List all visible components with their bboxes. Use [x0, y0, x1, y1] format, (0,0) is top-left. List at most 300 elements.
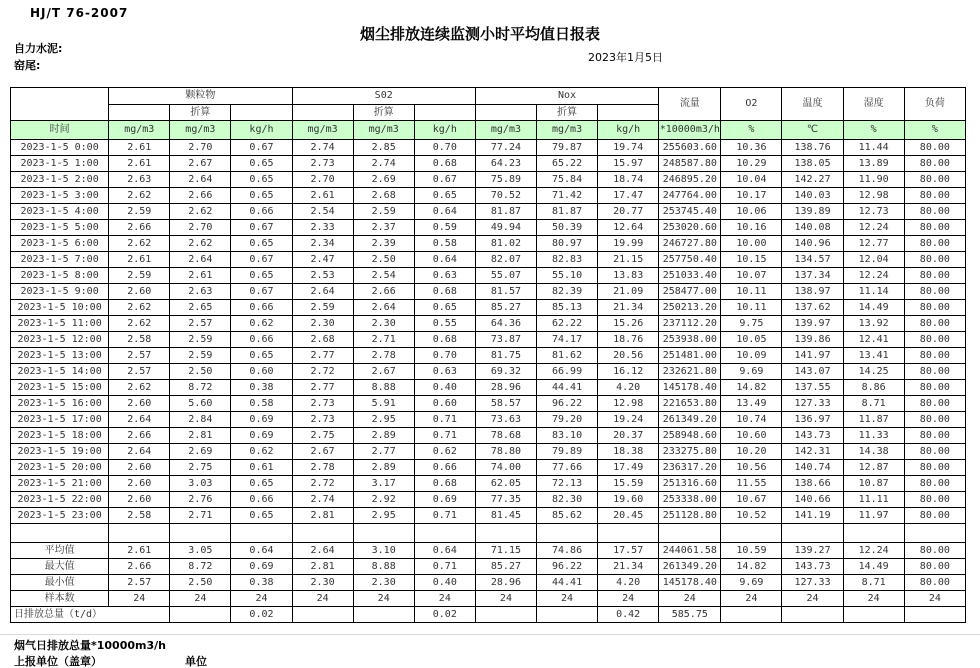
value-cell: 142.31: [782, 444, 843, 460]
value-cell: 140.96: [782, 236, 843, 252]
value-cell: 232621.80: [659, 364, 721, 380]
value-cell: 5.60: [170, 396, 231, 412]
value-cell: 2.62: [109, 188, 170, 204]
value-cell: 80.00: [904, 380, 965, 396]
value-cell: 79.89: [537, 444, 598, 460]
value-cell: 77.24: [475, 140, 536, 156]
value-cell: 10.11: [721, 300, 782, 316]
value-cell: 24: [231, 591, 292, 607]
time-cell: 2023-1-5 8:00: [11, 268, 109, 284]
value-cell: 140.08: [782, 220, 843, 236]
value-cell: 2.59: [292, 300, 353, 316]
value-cell: 12.64: [598, 220, 659, 236]
value-cell: 10.59: [721, 543, 782, 559]
time-column-header: 时间: [11, 121, 109, 140]
value-cell: 80.00: [904, 508, 965, 524]
value-cell: 0.65: [414, 300, 475, 316]
value-cell: 258477.00: [659, 284, 721, 300]
value-cell: 28.96: [475, 380, 536, 396]
value-cell: 80.00: [904, 268, 965, 284]
time-header-spacer: [11, 88, 109, 121]
unit-header: %: [721, 121, 782, 140]
value-cell: 2.62: [109, 236, 170, 252]
footer-gas-total: 烟气日排放总量*10000m3/h: [14, 639, 166, 652]
header-row-units: [11, 121, 966, 140]
value-cell: 24: [782, 591, 843, 607]
value-cell: 134.57: [782, 252, 843, 268]
blank-cell: [231, 524, 292, 543]
value-cell: 145178.40: [659, 575, 721, 591]
value-cell: 2.92: [353, 492, 414, 508]
value-cell: 82.30: [537, 492, 598, 508]
value-cell: 18.76: [598, 332, 659, 348]
value-cell: 143.07: [782, 364, 843, 380]
unit-header: mg/m3: [292, 121, 353, 140]
value-cell: 69.32: [475, 364, 536, 380]
value-cell: 18.74: [598, 172, 659, 188]
value-cell: 62.22: [537, 316, 598, 332]
value-cell: 0.64: [231, 543, 292, 559]
value-cell: 8.72: [170, 559, 231, 575]
time-cell: 2023-1-5 17:00: [11, 412, 109, 428]
value-cell: 24: [292, 591, 353, 607]
value-cell: 10.20: [721, 444, 782, 460]
report-date: 2023年1月5日: [588, 51, 663, 64]
value-cell: 0.66: [231, 204, 292, 220]
value-cell: 49.94: [475, 220, 536, 236]
value-cell: 10.29: [721, 156, 782, 172]
value-cell: 0.58: [231, 396, 292, 412]
value-cell: 10.04: [721, 172, 782, 188]
group-header-nox: Nox: [475, 88, 658, 105]
value-cell: 12.24: [843, 268, 904, 284]
value-cell: 137.62: [782, 300, 843, 316]
value-cell: 8.88: [353, 380, 414, 396]
table-row: [11, 348, 966, 364]
value-cell: 2.61: [109, 140, 170, 156]
value-cell: 17.57: [598, 543, 659, 559]
value-cell: 143.73: [782, 559, 843, 575]
value-cell: 251481.00: [659, 348, 721, 364]
value-cell: 10.09: [721, 348, 782, 364]
value-cell: 0.63: [414, 268, 475, 284]
unit-header: *10000m3/h: [659, 121, 721, 140]
value-cell: 0.64: [414, 204, 475, 220]
blank-cell: [843, 524, 904, 543]
value-cell: 2.62: [170, 204, 231, 220]
value-cell: 96.22: [537, 559, 598, 575]
value-cell: 24: [475, 591, 536, 607]
value-cell: 140.03: [782, 188, 843, 204]
value-cell: 12.98: [843, 188, 904, 204]
value-cell: 4.20: [598, 575, 659, 591]
value-cell: 2.30: [292, 316, 353, 332]
value-cell: 71.42: [537, 188, 598, 204]
table-row: [11, 492, 966, 508]
value-cell: 80.00: [904, 252, 965, 268]
value-cell: 10.87: [843, 476, 904, 492]
header-row-groups: [11, 88, 966, 105]
value-cell: 85.13: [537, 300, 598, 316]
value-cell: 2.66: [353, 284, 414, 300]
value-cell: 20.45: [598, 508, 659, 524]
value-cell: 74.86: [537, 543, 598, 559]
value-cell: 20.77: [598, 204, 659, 220]
value-cell: 17.47: [598, 188, 659, 204]
value-cell: 9.75: [721, 316, 782, 332]
value-cell: 80.00: [904, 543, 965, 559]
value-cell: 0.65: [231, 188, 292, 204]
table-row: [11, 204, 966, 220]
value-cell: 0.60: [231, 364, 292, 380]
time-cell: 2023-1-5 1:00: [11, 156, 109, 172]
blank-cell: [475, 524, 536, 543]
value-cell: 0.65: [231, 236, 292, 252]
time-cell: 2023-1-5 18:00: [11, 428, 109, 444]
subheader-blank: [109, 105, 170, 121]
value-cell: 10.15: [721, 252, 782, 268]
value-cell: 142.27: [782, 172, 843, 188]
summary-label-cell: 最小值: [11, 575, 109, 591]
value-cell: 2.73: [292, 412, 353, 428]
blank-cell: [414, 524, 475, 543]
blank-row: [11, 524, 966, 543]
value-cell: 141.19: [782, 508, 843, 524]
value-cell: 0.62: [414, 444, 475, 460]
value-cell: 250213.20: [659, 300, 721, 316]
value-cell: 2.64: [109, 444, 170, 460]
value-cell: 2.64: [292, 284, 353, 300]
blank-cell: [904, 524, 965, 543]
value-cell: 19.74: [598, 140, 659, 156]
header-load: 负荷: [904, 88, 965, 121]
value-cell: 0.68: [414, 156, 475, 172]
value-cell: 18.38: [598, 444, 659, 460]
value-cell: 0.62: [231, 444, 292, 460]
value-cell: 14.25: [843, 364, 904, 380]
value-cell: 233275.80: [659, 444, 721, 460]
value-cell: 81.87: [475, 204, 536, 220]
value-cell: 12.98: [598, 396, 659, 412]
value-cell: 80.00: [904, 412, 965, 428]
footer-reporting-unit: 上报单位（盖章）: [14, 655, 102, 668]
value-cell: 4.20: [598, 380, 659, 396]
value-cell: 2.67: [292, 444, 353, 460]
value-cell: 58.57: [475, 396, 536, 412]
value-cell: 11.33: [843, 428, 904, 444]
value-cell: 0.69: [231, 428, 292, 444]
blank-cell: [109, 524, 170, 543]
value-cell: 2.81: [170, 428, 231, 444]
value-cell: 21.15: [598, 252, 659, 268]
value-cell: 80.00: [904, 300, 965, 316]
value-cell: 80.00: [904, 172, 965, 188]
footer-unit: 单位: [185, 655, 207, 668]
value-cell: [782, 607, 843, 623]
time-cell: 2023-1-5 16:00: [11, 396, 109, 412]
value-cell: 15.59: [598, 476, 659, 492]
table-row: [11, 156, 966, 172]
value-cell: 2.61: [109, 252, 170, 268]
value-cell: 0.62: [231, 316, 292, 332]
value-cell: 236317.20: [659, 460, 721, 476]
value-cell: 0.60: [414, 396, 475, 412]
time-cell: 2023-1-5 10:00: [11, 300, 109, 316]
value-cell: 20.37: [598, 428, 659, 444]
table-row: [11, 172, 966, 188]
unit-header: mg/m3: [109, 121, 170, 140]
unit-header: kg/h: [598, 121, 659, 140]
value-cell: 0.61: [231, 460, 292, 476]
value-cell: 139.97: [782, 316, 843, 332]
summary-row: [11, 575, 966, 591]
value-cell: 261349.20: [659, 412, 721, 428]
value-cell: 2.57: [109, 575, 170, 591]
value-cell: 141.97: [782, 348, 843, 364]
value-cell: 10.56: [721, 460, 782, 476]
value-cell: 14.82: [721, 380, 782, 396]
value-cell: 78.68: [475, 428, 536, 444]
value-cell: 0.55: [414, 316, 475, 332]
value-cell: 85.62: [537, 508, 598, 524]
value-cell: 2.30: [292, 575, 353, 591]
value-cell: 10.67: [721, 492, 782, 508]
value-cell: 8.72: [170, 380, 231, 396]
value-cell: 5.91: [353, 396, 414, 412]
value-cell: 81.62: [537, 348, 598, 364]
value-cell: 2.71: [170, 508, 231, 524]
value-cell: 3.17: [353, 476, 414, 492]
time-cell: 2023-1-5 6:00: [11, 236, 109, 252]
value-cell: 2.64: [170, 252, 231, 268]
value-cell: 2.37: [353, 220, 414, 236]
value-cell: 0.63: [414, 364, 475, 380]
value-cell: 2.74: [292, 140, 353, 156]
value-cell: 13.41: [843, 348, 904, 364]
value-cell: 14.38: [843, 444, 904, 460]
value-cell: 137.55: [782, 380, 843, 396]
value-cell: 3.03: [170, 476, 231, 492]
value-cell: 2.62: [109, 380, 170, 396]
value-cell: 0.68: [414, 284, 475, 300]
value-cell: 80.00: [904, 188, 965, 204]
value-cell: 10.60: [721, 428, 782, 444]
value-cell: 2.66: [109, 220, 170, 236]
time-cell: 2023-1-5 7:00: [11, 252, 109, 268]
value-cell: 0.66: [231, 300, 292, 316]
blank-cell: [659, 524, 721, 543]
value-cell: 2.62: [170, 236, 231, 252]
value-cell: [475, 607, 536, 623]
value-cell: 140.66: [782, 492, 843, 508]
value-cell: 74.00: [475, 460, 536, 476]
value-cell: 253745.40: [659, 204, 721, 220]
value-cell: 253338.00: [659, 492, 721, 508]
unit-header: kg/h: [414, 121, 475, 140]
value-cell: 0.65: [231, 156, 292, 172]
value-cell: 0.71: [414, 412, 475, 428]
value-cell: 80.00: [904, 156, 965, 172]
value-cell: 13.92: [843, 316, 904, 332]
value-cell: 2.59: [109, 268, 170, 284]
time-cell: 2023-1-5 12:00: [11, 332, 109, 348]
value-cell: 44.41: [537, 380, 598, 396]
value-cell: 19.99: [598, 236, 659, 252]
value-cell: 75.89: [475, 172, 536, 188]
value-cell: 81.75: [475, 348, 536, 364]
value-cell: 80.00: [904, 348, 965, 364]
value-cell: 0.71: [414, 428, 475, 444]
value-cell: 12.41: [843, 332, 904, 348]
value-cell: 85.27: [475, 300, 536, 316]
value-cell: 13.83: [598, 268, 659, 284]
value-cell: 2.77: [292, 380, 353, 396]
value-cell: 0.58: [414, 236, 475, 252]
value-cell: 10.11: [721, 284, 782, 300]
value-cell: 11.90: [843, 172, 904, 188]
value-cell: 10.74: [721, 412, 782, 428]
value-cell: 24: [843, 591, 904, 607]
header-humidity: 湿度: [843, 88, 904, 121]
value-cell: 2.59: [109, 204, 170, 220]
value-cell: 65.22: [537, 156, 598, 172]
unit-header: %: [843, 121, 904, 140]
table-row: [11, 460, 966, 476]
value-cell: 0.64: [414, 543, 475, 559]
value-cell: 14.49: [843, 300, 904, 316]
value-cell: 138.97: [782, 284, 843, 300]
summary-label-cell: 样本数: [11, 591, 109, 607]
value-cell: 77.35: [475, 492, 536, 508]
value-cell: 19.60: [598, 492, 659, 508]
value-cell: 2.77: [292, 348, 353, 364]
value-cell: 9.69: [721, 575, 782, 591]
table-row: [11, 332, 966, 348]
subheader-converted-so2: 折算: [353, 105, 414, 121]
value-cell: 2.75: [170, 460, 231, 476]
value-cell: 12.73: [843, 204, 904, 220]
table-row: [11, 444, 966, 460]
value-cell: 11.55: [721, 476, 782, 492]
value-cell: 79.87: [537, 140, 598, 156]
time-cell: 2023-1-5 14:00: [11, 364, 109, 380]
daily-total-label-cell: 日排放总量（t/d）: [11, 607, 170, 623]
value-cell: 261349.20: [659, 559, 721, 575]
value-cell: 3.10: [353, 543, 414, 559]
value-cell: 2.58: [109, 508, 170, 524]
value-cell: 2.59: [353, 204, 414, 220]
value-cell: 2.47: [292, 252, 353, 268]
value-cell: 0.69: [414, 492, 475, 508]
value-cell: 14.49: [843, 559, 904, 575]
value-cell: 10.05: [721, 332, 782, 348]
value-cell: 70.52: [475, 188, 536, 204]
value-cell: 251128.80: [659, 508, 721, 524]
value-cell: 2.57: [109, 348, 170, 364]
value-cell: 0.67: [231, 252, 292, 268]
value-cell: 21.09: [598, 284, 659, 300]
value-cell: 139.89: [782, 204, 843, 220]
blank-cell: [721, 524, 782, 543]
report-table: [10, 87, 966, 623]
value-cell: 8.71: [843, 575, 904, 591]
value-cell: 255603.60: [659, 140, 721, 156]
value-cell: 0.71: [414, 508, 475, 524]
value-cell: 0.38: [231, 380, 292, 396]
subheader-blank: [414, 105, 475, 121]
value-cell: 0.38: [231, 575, 292, 591]
value-cell: 2.33: [292, 220, 353, 236]
value-cell: 2.62: [109, 316, 170, 332]
value-cell: 55.10: [537, 268, 598, 284]
value-cell: 10.17: [721, 188, 782, 204]
unit-header: mg/m3: [170, 121, 231, 140]
value-cell: 0.65: [414, 188, 475, 204]
value-cell: 0.65: [231, 268, 292, 284]
value-cell: [843, 607, 904, 623]
value-cell: 0.71: [414, 559, 475, 575]
value-cell: 55.07: [475, 268, 536, 284]
value-cell: 12.04: [843, 252, 904, 268]
subheader-blank: [475, 105, 536, 121]
value-cell: 2.60: [109, 476, 170, 492]
value-cell: 2.59: [170, 332, 231, 348]
subheader-converted-pm: 折算: [170, 105, 231, 121]
value-cell: 81.02: [475, 236, 536, 252]
summary-row: [11, 543, 966, 559]
value-cell: 246727.80: [659, 236, 721, 252]
value-cell: 80.00: [904, 364, 965, 380]
value-cell: 137.34: [782, 268, 843, 284]
blank-cell: [292, 524, 353, 543]
value-cell: 143.73: [782, 428, 843, 444]
value-cell: 24: [721, 591, 782, 607]
site-label: 窑尾:: [14, 59, 41, 72]
value-cell: 10.36: [721, 140, 782, 156]
value-cell: 2.30: [353, 316, 414, 332]
value-cell: 14.82: [721, 559, 782, 575]
value-cell: 2.61: [109, 543, 170, 559]
value-cell: 2.89: [353, 428, 414, 444]
value-cell: 244061.58: [659, 543, 721, 559]
time-cell: 2023-1-5 4:00: [11, 204, 109, 220]
value-cell: 80.00: [904, 236, 965, 252]
value-cell: 80.00: [904, 575, 965, 591]
table-row: [11, 300, 966, 316]
value-cell: 0.66: [231, 492, 292, 508]
subheader-converted-nox: 折算: [537, 105, 598, 121]
value-cell: 0.66: [231, 332, 292, 348]
time-cell: 2023-1-5 0:00: [11, 140, 109, 156]
value-cell: 253938.00: [659, 332, 721, 348]
value-cell: 585.75: [659, 607, 721, 623]
value-cell: 85.27: [475, 559, 536, 575]
value-cell: [904, 607, 965, 623]
value-cell: 24: [598, 591, 659, 607]
value-cell: 0.42: [598, 607, 659, 623]
value-cell: 80.00: [904, 332, 965, 348]
value-cell: 2.39: [353, 236, 414, 252]
value-cell: 2.72: [292, 364, 353, 380]
value-cell: 246895.20: [659, 172, 721, 188]
value-cell: 74.17: [537, 332, 598, 348]
value-cell: 0.67: [231, 284, 292, 300]
value-cell: 24: [353, 591, 414, 607]
value-cell: 80.00: [904, 476, 965, 492]
value-cell: 0.69: [231, 559, 292, 575]
value-cell: 2.57: [170, 316, 231, 332]
standard-label: HJ/T 76-2007: [30, 6, 129, 20]
